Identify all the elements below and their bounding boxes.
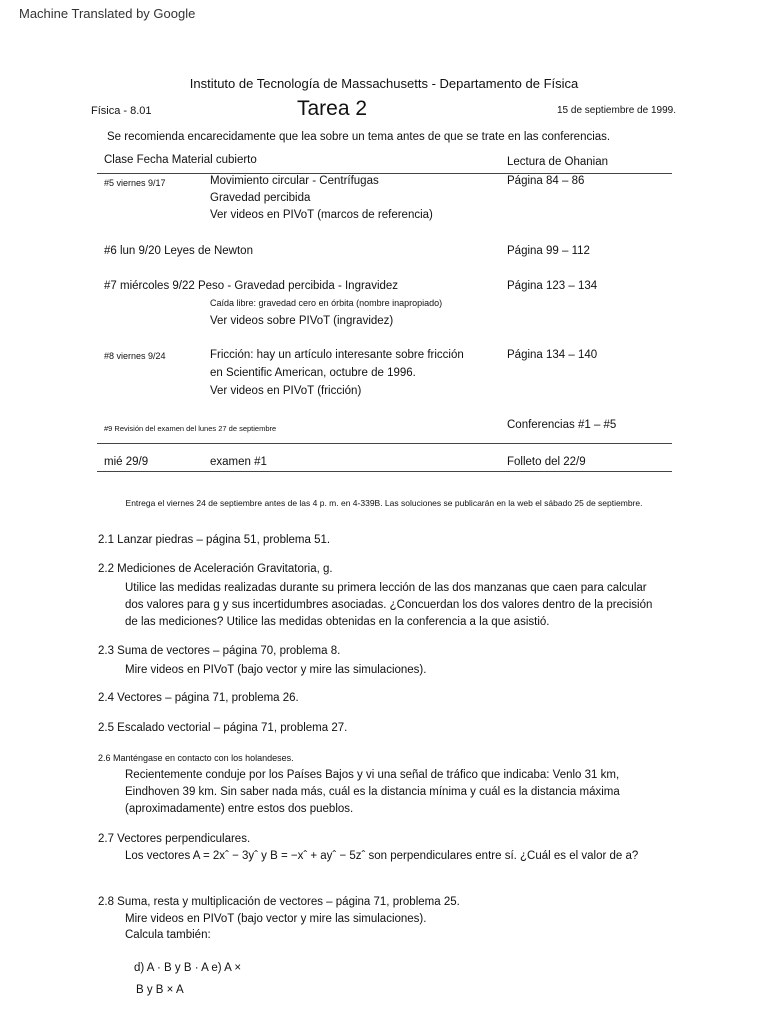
- table-row-class: #8 viernes 9/24: [104, 351, 166, 361]
- table-row-reading: Página 123 – 134: [507, 280, 598, 292]
- table-row-reading: Página 99 – 112: [507, 245, 590, 257]
- table-row-reading: Página 84 – 86: [507, 175, 585, 187]
- problem-title: 2.8 Suma, resta y multiplicación de vectores – página 71, problema 25.: [98, 896, 460, 908]
- table-row-reading: Página 134 – 140: [507, 349, 598, 361]
- problem-title: 2.1 Lanzar piedras – página 51, problema 51.: [98, 534, 331, 546]
- table-row-topic: Ver videos en PIVoT (fricción): [210, 385, 362, 397]
- issue-date: 15 de septiembre de 1999.: [557, 105, 676, 116]
- problem-body: Utilice las medidas realizadas durante su primera lección de las dos manzanas que caen para calcular dos valores para g y sus incertidumbres asociadas. ¿Concuerdan los dos valores dentro de la precisión de las mediciones? Utilice las medidas obtenidas en la conferencia a la que asistió.: [125, 582, 653, 628]
- problem-body: Mire videos en PIVoT (bajo vector y mire las simulaciones).: [125, 664, 427, 676]
- table-header-class: Clase Fecha Material cubierto: [104, 154, 257, 166]
- problem-body: Recientemente conduje por los Países Bajos y vi una señal de tráfico que indicaba: Venlo 31 km, Eindhoven 39 km. Sin saber nada más, cuál es la distancia mínima y cuál es la distancia máxima (aproximadamente) entre estos dos pueblos.: [125, 769, 620, 815]
- table-bottom-rule: [97, 471, 672, 472]
- problem-title: 2.5 Escalado vectorial – página 71, problema 27.: [98, 722, 348, 734]
- table-divider: [97, 443, 672, 444]
- table-row-topic: Movimiento circular - Centrífugas: [210, 175, 379, 187]
- problem-title: 2.6 Manténgase en contacto con los holandeses.: [98, 753, 294, 763]
- table-row-topic: Gravedad percibida: [210, 192, 311, 204]
- page-title: Tarea 2: [297, 97, 368, 120]
- problem-subitem: B y B × A: [136, 984, 184, 996]
- course-code: Física - 8.01: [91, 105, 152, 117]
- problem-subitem: d) A · B y B · A e) A ×: [134, 962, 242, 974]
- problem-body: Calcula también:: [125, 929, 211, 941]
- table-row-topic: Ver videos sobre PIVoT (ingravidez): [210, 315, 394, 327]
- problem-body: Mire videos en PIVoT (bajo vector y mire las simulaciones).: [125, 913, 427, 925]
- table-row-class: #9 Revisión del examen del lunes 27 de septiembre: [104, 424, 277, 433]
- problem-title: 2.2 Mediciones de Aceleración Gravitatoria, g.: [98, 563, 333, 575]
- table-header-rule: [97, 173, 672, 174]
- table-row-topic: en Scientific American, octubre de 1996.: [210, 367, 416, 379]
- institution-heading: Instituto de Tecnología de Massachusetts - Departamento de Física: [189, 76, 579, 91]
- table-row-class: mié 29/9: [104, 456, 149, 468]
- table-row-topic: examen #1: [210, 456, 267, 468]
- machine-translated-banner: Machine Translated by Google: [19, 6, 196, 21]
- table-header-reading: Lectura de Ohanian: [507, 156, 609, 168]
- problem-title: 2.7 Vectores perpendiculares.: [98, 833, 251, 845]
- problem-title: 2.4 Vectores – página 71, problema 26.: [98, 692, 299, 704]
- table-row-reading: Conferencias #1 – #5: [507, 419, 617, 431]
- table-row-class: #7 miércoles 9/22 Peso - Gravedad percibida - Ingravidez: [104, 280, 399, 292]
- reading-recommendation: Se recomienda encarecidamente que lea sobre un tema antes de que se trate en las conferencias.: [107, 131, 611, 143]
- table-row-reading: Folleto del 22/9: [507, 456, 586, 468]
- due-date-note: Entrega el viernes 24 de septiembre antes de las 4 p. m. en 4-339B. Las soluciones se publicarán en la web el sábado 25 de septiembre.: [125, 498, 643, 508]
- table-row-topic: Fricción: hay un artículo interesante sobre fricción: [210, 349, 464, 361]
- table-row-topic: Caída libre: gravedad cero en órbita (nombre inapropiado): [210, 298, 443, 308]
- table-row-class: #5 viernes 9/17: [104, 178, 166, 188]
- table-row-class: #6 lun 9/20 Leyes de Newton: [104, 245, 253, 257]
- problem-title: 2.3 Suma de vectores – página 70, problema 8.: [98, 645, 341, 657]
- problem-body: Los vectores A = 2xˆ − 3yˆ y B = −xˆ + ayˆ − 5zˆ son perpendiculares entre sí. ¿Cuál es el valor de a?: [125, 850, 639, 862]
- table-row-topic: Ver videos en PIVoT (marcos de referencia): [210, 209, 433, 221]
